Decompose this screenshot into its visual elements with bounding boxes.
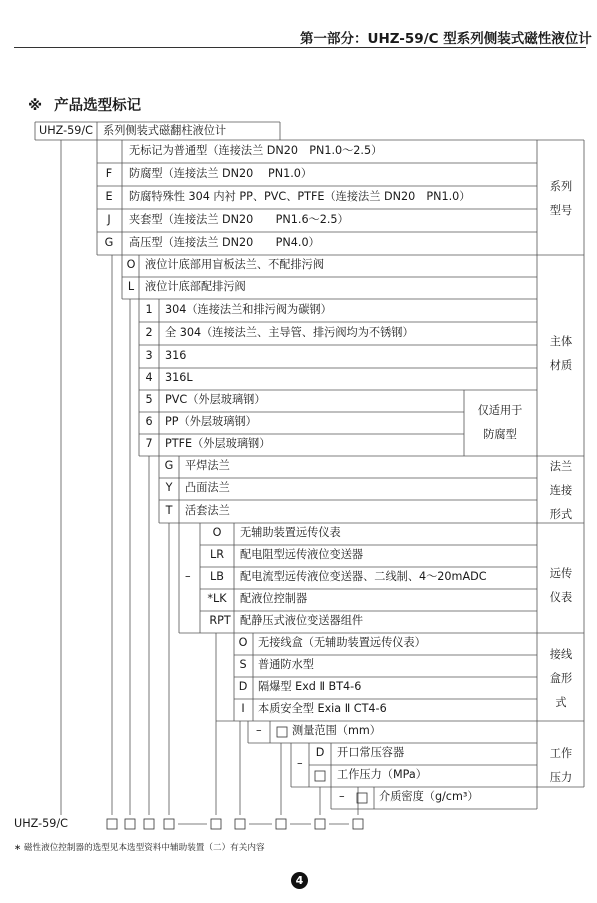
drain-code: L — [127, 280, 135, 293]
junction-label-line: 盒形 — [549, 672, 573, 685]
pressure-text: 开口常压容器 — [337, 746, 405, 759]
formula-box — [107, 819, 117, 829]
remote-label — [537, 562, 585, 610]
pressure-label-line: 压力 — [549, 771, 573, 784]
remote-code: LB — [210, 570, 224, 583]
formula-box — [315, 819, 325, 829]
pressure-dash: – — [297, 757, 303, 770]
pressure-label — [537, 742, 585, 790]
pressure-label-line: 工作 — [549, 747, 573, 760]
series-text: 高压型（连接法兰 DN20 PN4.0） — [129, 236, 320, 249]
drain-text: 液位计底部配排污阀 — [145, 280, 246, 293]
series-code: E — [105, 190, 113, 203]
junction-label-line: 式 — [555, 696, 567, 709]
junction-code: D — [238, 680, 248, 693]
material-code: 4 — [145, 371, 153, 384]
series-label-line: 型号 — [549, 204, 573, 217]
formula-box — [211, 819, 221, 829]
material-code: 6 — [145, 415, 153, 428]
material-label — [537, 330, 585, 378]
drain-code: O — [126, 258, 136, 271]
flange-label-line: 法兰 — [549, 460, 573, 473]
formula-box — [235, 819, 245, 829]
anticorrosion-note-line: 防腐型 — [483, 428, 517, 441]
series-code: J — [107, 213, 111, 226]
formula-model: UHZ-59/C — [14, 817, 68, 830]
density-text: 介质密度（g/cm³） — [379, 790, 479, 803]
remote-code: O — [212, 526, 222, 539]
junction-label — [537, 643, 585, 715]
range-dash: – — [256, 724, 262, 737]
material-text: 316L — [165, 371, 193, 384]
junction-text: 本质安全型 Exia Ⅱ CT4-6 — [258, 702, 387, 715]
remote-text: 无辅助装置远传仪表 — [240, 526, 341, 539]
material-code: 1 — [145, 303, 153, 316]
series-text: 防腐型（连接法兰 DN20 PN1.0） — [129, 167, 313, 180]
footnote: ∗ 磁性液位控制器的选型见本选型资料中辅助装置（二）有关内容 — [14, 843, 265, 853]
series-label — [537, 175, 585, 223]
remote-text: 配静压式液位变送器组件 — [240, 614, 364, 627]
remote-text: 配液位控制器 — [240, 592, 308, 605]
material-label-line: 主体 — [549, 335, 573, 348]
model-description: 系列侧装式磁翻柱液位计 — [103, 124, 227, 137]
material-text: 316 — [165, 349, 187, 362]
flange-code: Y — [165, 481, 173, 494]
flange-label-line: 连接 — [549, 484, 573, 497]
material-code: 3 — [145, 349, 153, 362]
flange-code: T — [165, 504, 173, 517]
series-label-line: 系列 — [549, 180, 573, 193]
remote-dash: – — [185, 570, 191, 583]
formula-box — [125, 819, 135, 829]
flange-text: 平焊法兰 — [185, 459, 230, 472]
series-code: G — [104, 236, 114, 249]
anticorrosion-note-line: 仅适用于 — [477, 404, 523, 417]
pressure-text: 工作压力（MPa） — [337, 768, 427, 781]
range-box — [277, 727, 287, 737]
drain-text: 液位计底部用盲板法兰、不配排污阀 — [145, 258, 325, 271]
model-code: UHZ-59/C — [39, 124, 93, 137]
pressure-code: D — [315, 746, 325, 759]
material-code: 5 — [145, 393, 153, 406]
page-number: 4 — [291, 872, 308, 889]
density-box — [357, 793, 367, 803]
header-title: 第一部分：UHZ-59/C 型系列侧装式磁性液位计 — [300, 31, 592, 47]
material-label-line: 材质 — [549, 359, 573, 372]
remote-code: *LK — [207, 592, 227, 605]
flange-label-line: 形式 — [549, 508, 573, 521]
series-text: 夹套型（连接法兰 DN20 PN1.6～2.5） — [129, 213, 349, 226]
material-text: 全 304（连接法兰、主导管、排污阀均为不锈钢） — [165, 326, 414, 339]
flange-label — [537, 455, 585, 527]
junction-code: S — [239, 658, 247, 671]
flange-text: 凸面法兰 — [185, 481, 230, 494]
material-code: 2 — [145, 326, 153, 339]
flange-code: G — [164, 459, 174, 472]
remote-code: RPT — [209, 614, 231, 627]
formula-box — [164, 819, 174, 829]
range-text: 测量范围（mm） — [292, 724, 381, 737]
pressure-box — [315, 771, 325, 781]
material-text: PVC（外层玻璃钢） — [165, 393, 266, 406]
junction-code: I — [241, 702, 245, 715]
remote-label-line: 远传 — [549, 567, 573, 580]
material-text: PTFE（外层玻璃钢） — [165, 437, 271, 450]
remote-text: 配电流型远传液位变送器、二线制、4～20mADC — [240, 570, 487, 583]
material-text: PP（外层玻璃钢） — [165, 415, 257, 428]
formula-box — [144, 819, 154, 829]
remote-label-line: 仪表 — [549, 591, 573, 604]
junction-text: 普通防水型 — [258, 658, 314, 671]
junction-label-line: 接线 — [549, 648, 573, 661]
remote-code: LR — [209, 548, 224, 561]
junction-text: 无接线盒（无辅助装置远传仪表） — [258, 636, 426, 649]
flange-text: 活套法兰 — [185, 504, 230, 517]
reference-mark: ※ — [28, 98, 43, 114]
series-code: F — [105, 167, 113, 180]
formula-box — [353, 819, 363, 829]
section-title-text: 产品选型标记 — [54, 98, 142, 114]
material-code: 7 — [145, 437, 153, 450]
material-text: 304（连接法兰和排污阀为碳钢） — [165, 303, 332, 316]
anticorrosion-note — [470, 399, 530, 447]
density-dash: – — [339, 790, 345, 803]
junction-code: O — [238, 636, 248, 649]
series-text: 防腐特殊性 304 内衬 PP、PVC、PTFE（连接法兰 DN20 PN1.0） — [129, 190, 471, 203]
junction-text: 隔爆型 Exd Ⅱ BT4-6 — [258, 680, 362, 693]
remote-text: 配电阻型远传液位变送器 — [240, 548, 364, 561]
series-text: 无标记为普通型（连接法兰 DN20 PN1.0～2.5） — [129, 144, 383, 157]
formula-box — [276, 819, 286, 829]
